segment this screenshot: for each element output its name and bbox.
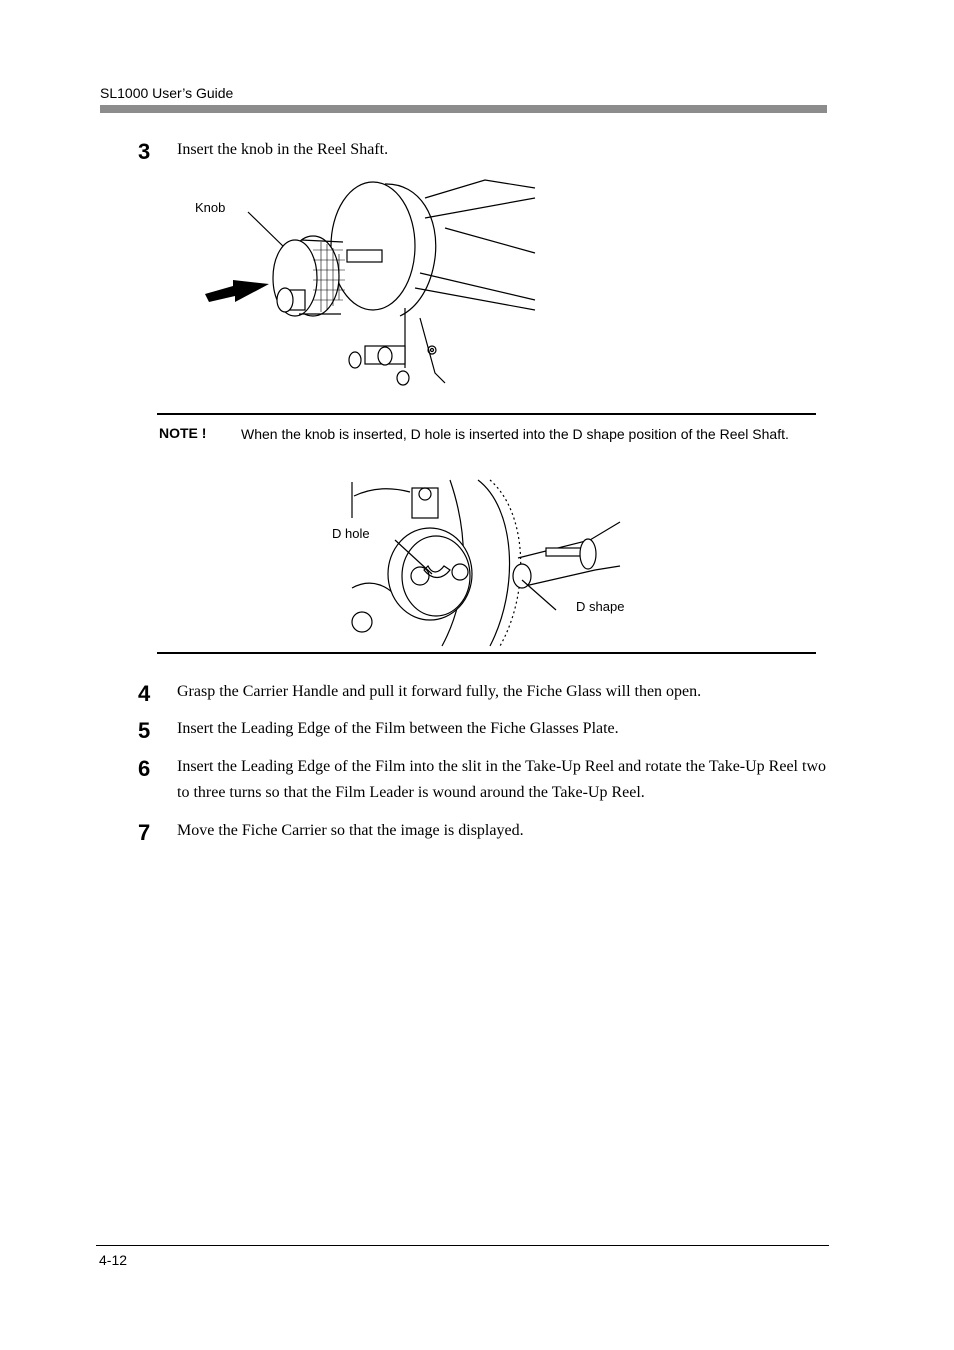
- step-number-3: 3: [138, 139, 151, 164]
- insert-arrow-icon: [205, 280, 269, 302]
- knob-insertion-illustration: [195, 178, 540, 388]
- step-text-6: Insert the Leading Edge of the Film into the slit in the Take-Up Reel and rotate the Take-Up Reel two to three turns so that the Film Leader is wound around the Take-Up Reel.: [177, 758, 826, 801]
- step-number-4: 4: [138, 681, 151, 706]
- page-number: 4-12: [99, 1252, 128, 1268]
- step-number-5: 5: [138, 718, 151, 743]
- callout-d-hole: D hole: [332, 526, 370, 541]
- step-number-7: 7: [138, 820, 151, 845]
- note-top-rule: [157, 413, 816, 415]
- d-hole-d-shape-illustration: [350, 478, 625, 648]
- step-text-7: Move the Fiche Carrier so that the image is displayed.: [177, 822, 524, 839]
- note-bottom-rule: [157, 652, 816, 654]
- step-text-5: Insert the Leading Edge of the Film between the Fiche Glasses Plate.: [177, 720, 619, 737]
- step-number-6: 6: [138, 756, 151, 781]
- note-text: When the knob is inserted, D hole is inserted into the D shape position of the Reel Shaft.: [241, 426, 789, 442]
- footer-rule: [96, 1245, 829, 1246]
- header-rule-bar: [100, 105, 827, 113]
- callout-d-shape: D shape: [576, 599, 625, 614]
- step-text-3: Insert the knob in the Reel Shaft.: [177, 141, 389, 158]
- callout-knob: Knob: [195, 200, 226, 215]
- note-label: NOTE !: [159, 425, 207, 441]
- running-header-title: SL1000 User’s Guide: [100, 85, 234, 101]
- step-text-4: Grasp the Carrier Handle and pull it forward fully, the Fiche Glass will then open.: [177, 683, 702, 700]
